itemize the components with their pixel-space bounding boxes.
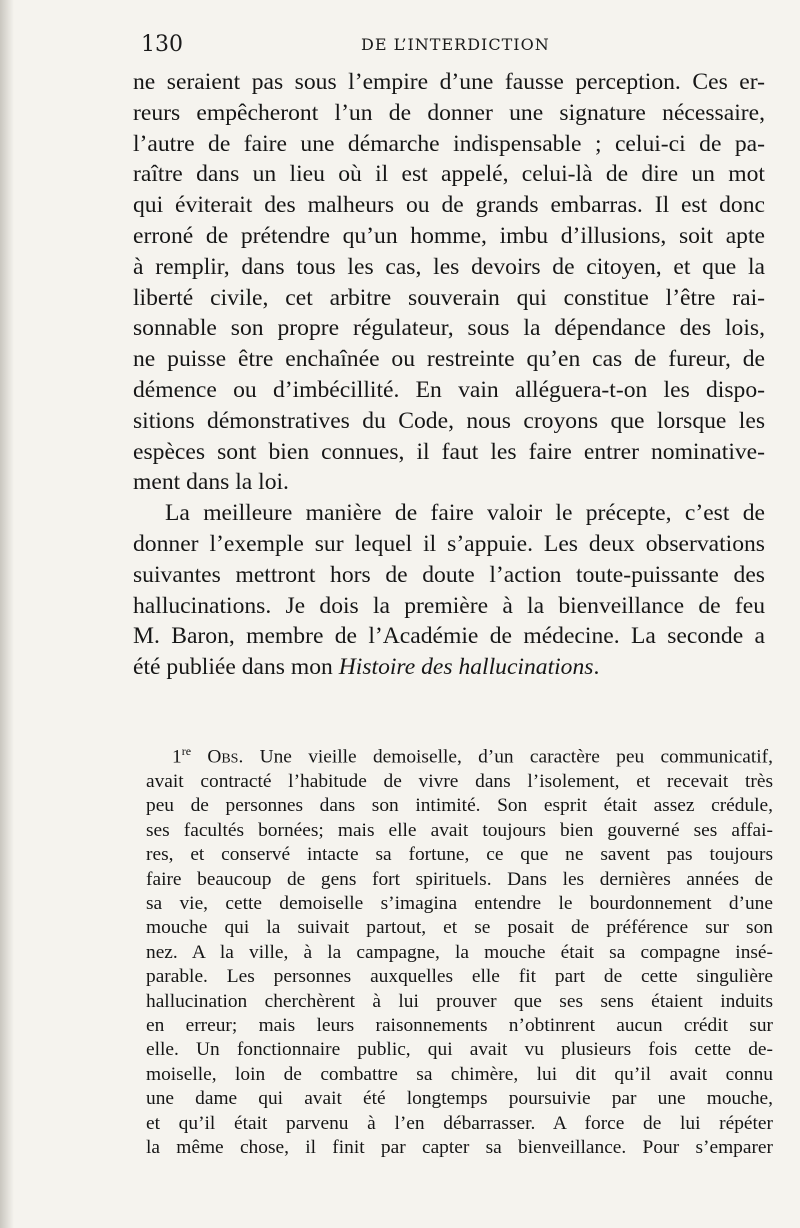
text-line: hallucinations. Je dois la première à la bienveillance de feu bbox=[133, 592, 765, 619]
text-line: reurs empêcheront l’un de donner une signature nécessaire, bbox=[133, 99, 765, 126]
text-line: ment dans la loi. bbox=[133, 469, 289, 496]
page-header bbox=[141, 32, 761, 62]
text-line: liberté civile, cet arbitre souverain qui constitue l’être rai- bbox=[133, 284, 765, 311]
text-line: ne seraient pas sous l’empire d’une fausse perception. Ces er- bbox=[133, 69, 765, 95]
observation-line: en erreur; mais leurs raisonnements n’obtinrent aucun crédit sur bbox=[146, 1014, 773, 1036]
observation-line: faire beaucoup de gens fort spirituels. Dans les dernières années de bbox=[146, 868, 773, 890]
observation-line: et qu’il était parvenu à l’en débarrasser. A force de lui répéter bbox=[146, 1112, 773, 1134]
text-line: raître dans un lieu où il est appelé, celui-là de dire un mot bbox=[133, 161, 765, 188]
observation-line: mouche qui la suivait partout, et se posait de préférence sur son bbox=[146, 917, 773, 939]
text-line: M. Baron, membre de l’Académie de médecine. La seconde a bbox=[133, 623, 765, 650]
text-line: La meilleure manière de faire valoir le précepte, c’est de bbox=[165, 500, 765, 527]
text-line: erroné de prétendre qu’un homme, imbu d’illusions, soit apte bbox=[133, 222, 765, 249]
observation-line: avait contracté l’habitude de vivre dans l’isolement, et recevait très bbox=[146, 770, 773, 792]
text-line: donner l’exemple sur lequel il s’appuie. Les deux observations bbox=[133, 530, 765, 557]
observation-line: la même chose, il finit par capter sa bienveillance. Pour s’emparer bbox=[146, 1136, 773, 1158]
text-fragment: . bbox=[593, 654, 600, 681]
observation-number-suffix: re bbox=[181, 744, 192, 758]
observation-block bbox=[146, 739, 773, 1160]
observation-line: nez. A la ville, à la campagne, la mouche était sa compagne insé- bbox=[146, 941, 773, 963]
text-line: l’autre de faire une démarche indispensable ; celui-ci de pa- bbox=[133, 130, 765, 157]
text-line: ne puisse être enchaînée ou restreinte qu’en cas de fureur, de bbox=[133, 346, 765, 373]
observation-line: une dame qui avait été longtemps poursuivie par une mouche, bbox=[146, 1088, 773, 1110]
paragraph-2 bbox=[133, 498, 765, 683]
observation-first-line-text: Une vieille demoiselle, d’un caractère peu communicatif, bbox=[243, 746, 773, 768]
text-fragment: été publiée dans mon bbox=[133, 654, 339, 681]
text-line: suivantes mettront hors de doute l’action toute-puissante des bbox=[133, 561, 765, 588]
text-line: sonnable son propre régulateur, sous la dépendance des lois, bbox=[133, 315, 765, 342]
page-number: 130 bbox=[141, 32, 183, 57]
observation-line: parable. Les personnes auxquelles elle fit part de cette singulière bbox=[146, 966, 773, 988]
observation-lines bbox=[146, 770, 773, 1161]
observation-line: res, et conservé intacte sa fortune, ce que ne savent pas toujours bbox=[146, 844, 773, 866]
observation-line: elle. Un fonctionnaire public, qui avait vu plusieurs fois cette de- bbox=[146, 1039, 773, 1061]
observation-line: peu de personnes dans son intimité. Son esprit était assez crédule, bbox=[146, 795, 773, 817]
text-line bbox=[133, 652, 765, 683]
observation-line: moiselle, loin de combattre sa chimère, lui dit qu’il avait connu bbox=[146, 1063, 773, 1085]
text-line: sitions démonstratives du Code, nous croyons que lorsque les bbox=[133, 407, 765, 434]
text-line: qui éviterait des malheurs ou de grands embarras. Il est donc bbox=[133, 192, 765, 219]
observation-first-line bbox=[146, 739, 773, 770]
observation-line: hallucination cherchèrent à lui prouver que ses sens étaient induits bbox=[146, 990, 773, 1012]
observation-number: 1 bbox=[172, 746, 182, 768]
page-gutter-shadow bbox=[0, 0, 14, 1228]
text-line: démence ou d’imbécillité. En vain alléguera-t-on les dispo- bbox=[133, 376, 765, 403]
observation-line: ses facultés bornées; mais elle avait toujours bien gouverné ses affai- bbox=[146, 819, 773, 841]
paragraph-1 bbox=[133, 67, 765, 498]
book-title: Histoire des hallucinations bbox=[338, 654, 594, 681]
text-line: à remplir, dans tous les cas, les devoirs de citoyen, et que la bbox=[133, 253, 765, 280]
text-line: espèces sont bien connues, il faut les faire entrer nominative- bbox=[133, 438, 765, 465]
running-head: DE L’INTERDICTION bbox=[361, 35, 550, 54]
observation-line: sa vie, cette demoiselle s’imagina entendre le bourdonnement d’une bbox=[146, 892, 773, 914]
observation-label: Obs. bbox=[207, 746, 244, 768]
main-text bbox=[133, 67, 765, 683]
